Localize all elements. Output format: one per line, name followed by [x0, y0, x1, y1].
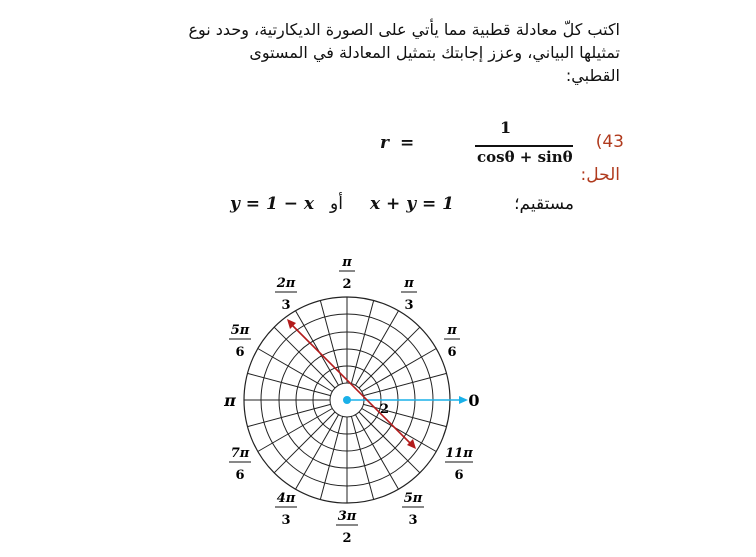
fraction-denominator: cosθ + sinθ: [477, 148, 573, 166]
grid-spoke: [359, 327, 420, 388]
grid-spoke: [274, 412, 335, 473]
grid-spoke: [248, 373, 331, 395]
fraction-numerator: 1: [500, 118, 512, 137]
cartesian-equation-1: x + y = 1: [370, 194, 455, 214]
angle-label-2pi-over-3-num: 2π: [276, 276, 296, 291]
angle-label-pi-over-2-den: 2: [342, 277, 352, 292]
instructions-line-1: اكتب كلّ معادلة قطبية مما يأتي على الصورة الديكارتية، وحدد نوع: [188, 20, 620, 39]
grid-spoke: [351, 301, 373, 384]
angle-label-3pi-over-2-num: 3π: [337, 509, 357, 524]
angle-label-7pi-over-6-num: 7π: [230, 446, 250, 461]
angle-label-pi-over-6-num: π: [447, 323, 457, 338]
angle-label-11pi-over-6-den: 6: [454, 468, 464, 483]
equation-lhs: r: [380, 133, 389, 153]
angle-label-pi-over-2-num: π: [342, 255, 352, 270]
grid-spoke: [248, 404, 331, 426]
or-word: أو: [330, 194, 343, 214]
angle-label-5pi-over-6-num: 5π: [230, 323, 250, 338]
angle-label-5pi-over-3-num: 5π: [403, 491, 423, 506]
cartesian-equation-2: y = 1 − x: [230, 194, 315, 214]
radial-scale-label: 2: [380, 402, 390, 417]
equation-equals: =: [400, 133, 415, 153]
problem-number: (43: [595, 132, 624, 152]
angle-label-5pi-over-3-den: 3: [408, 513, 418, 528]
grid-spoke: [363, 373, 446, 395]
angle-label-3pi-over-2-den: 2: [342, 531, 352, 546]
grid-spoke: [320, 416, 342, 499]
angle-label-7pi-over-6-den: 6: [235, 468, 245, 483]
grid-spoke: [351, 416, 373, 499]
angle-label-11pi-over-6-num: 11π: [445, 446, 473, 461]
angle-label-pi-over-3-den: 3: [404, 298, 414, 313]
angle-label-zero: 0: [468, 391, 480, 410]
grid-spoke: [320, 301, 342, 384]
graph-type: مستقيم؛: [514, 194, 574, 214]
polar-axis-arrowhead: [459, 396, 468, 404]
angle-label-pi-over-6-den: 6: [447, 345, 457, 360]
angle-label-pi: π: [224, 391, 236, 410]
pole-point: [343, 396, 351, 404]
graph-line: [289, 322, 413, 446]
instructions-line-2: تمثيلها البياني، وعزز إجابتك بتمثيل المعادلة في المستوى: [249, 43, 620, 62]
grid-spoke: [363, 404, 446, 426]
grid-spoke: [274, 327, 335, 388]
solution-label: الحل:: [580, 165, 620, 185]
angle-label-4pi-over-3-num: 4π: [276, 491, 296, 506]
instructions-line-3: القطبي:: [565, 66, 620, 85]
angle-label-4pi-over-3-den: 3: [281, 513, 291, 528]
angle-label-2pi-over-3-den: 3: [281, 298, 291, 313]
angle-label-5pi-over-6-den: 6: [235, 345, 245, 360]
angle-label-pi-over-3-num: π: [404, 276, 414, 291]
